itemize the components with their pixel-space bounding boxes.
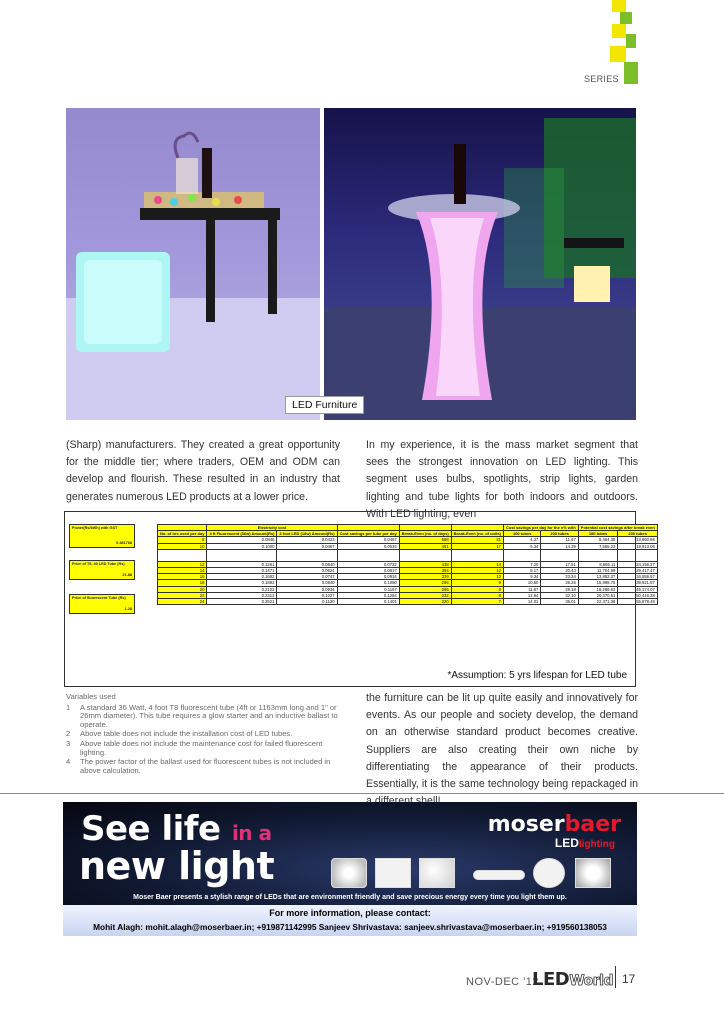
table-cell: 50,416.28: [618, 592, 658, 598]
column-header: 4 foot LED (18w) Amount(Rs): [277, 531, 337, 537]
table-cell: 220: [399, 598, 451, 604]
table-cell: 9: [451, 580, 503, 586]
ad-headline: new light: [79, 844, 275, 888]
ad-contact-details[interactable]: Mohit Alagh: mohit.alagh@moserbaer.in; +919871142995 Sanjeev Shrivastava: sanjeev.shrivastava@moserbaer.in; +919560138053: [93, 922, 607, 932]
column-header: 100 tubes: [504, 531, 541, 537]
photo-led-bar-table: [324, 108, 636, 420]
table-cell: 5.34: [504, 543, 541, 549]
table-cell: 12.84: [504, 592, 541, 598]
table-cell: 0.1167: [337, 586, 399, 592]
table-cell: 11.67: [541, 537, 578, 543]
product-image: [533, 858, 565, 888]
table-cell: 55,878.48: [618, 598, 658, 604]
series-square: [610, 46, 626, 62]
table-cell: 461: [399, 543, 451, 549]
table-cell: 12: [451, 567, 503, 573]
table-cell: 32.10: [541, 592, 578, 598]
table-cell: 13,660.86: [618, 537, 658, 543]
table-cell: 10: [158, 543, 207, 549]
column-header: No. of hrs used per day: [158, 531, 207, 537]
table-cell: 39,921.87: [618, 580, 658, 586]
table-cell: 295: [399, 580, 451, 586]
list-item: 3 Above table does not include the maintenance cost for failed fluorescent lighting.: [66, 738, 323, 757]
cost-savings-table-panel: [64, 511, 655, 687]
table-cell: 0.1120: [277, 598, 337, 604]
table-cell: 26.25: [541, 580, 578, 586]
table-cell: 0.0747: [277, 574, 337, 580]
table-cell: 18,268.63: [578, 586, 618, 592]
table-cell: 11.67: [504, 586, 541, 592]
table-cell: 384: [399, 567, 451, 573]
table-cell: 265: [399, 586, 451, 592]
table-cell: 0.0934: [337, 574, 399, 580]
table-cell: 7: [451, 598, 503, 604]
list-item: 1 A standard 36 Watt, 4 foot T8 fluorescent tube (4ft or 1163mm long and 1" or 26mm diameter). This tube requires a glow starter and an inductive ballast to operate.: [66, 702, 338, 729]
table-cell: 14.39: [541, 543, 578, 549]
table-cell: 5,464.35: [578, 537, 618, 543]
led-tube-price-box: Price of T5, 40 LED Tube (Rs) 21.88: [69, 560, 135, 580]
section-label: SERIES: [584, 74, 619, 84]
product-image: [331, 858, 367, 888]
table-cell: 20: [158, 586, 207, 592]
divider: [615, 966, 616, 988]
table-cell: 14: [158, 567, 207, 573]
table-cell: 35.01: [541, 598, 578, 604]
table-cell: 0.1401: [337, 598, 399, 604]
table-cell: 17: [451, 543, 503, 549]
variables-heading: Variables used: [66, 692, 116, 701]
table-cell: 10.50: [504, 580, 541, 586]
brand-logo: moserbaer: [487, 812, 621, 837]
column-header: Break-Even (no. of days): [399, 531, 451, 537]
column-header: 4 ft Fluorescent (36w) Amount(Rs): [207, 531, 277, 537]
table-cell: 29.18: [541, 586, 578, 592]
table-cell: 12: [158, 561, 207, 567]
list-item: 2 Above table does not include the installation cost of LED tubes.: [66, 729, 293, 739]
table-cell: 22: [158, 592, 207, 598]
table-cell: 11,704.99: [578, 567, 618, 573]
table-cell: 22,371.38: [578, 598, 618, 604]
table-cell: 0.2313: [207, 592, 277, 598]
table-cell: 438: [399, 561, 451, 567]
table-cell: 8,666.11: [578, 561, 618, 567]
table-cell: 45,174.07: [618, 586, 658, 592]
moser-baer-advertisement[interactable]: [63, 802, 637, 936]
column-group-header: Potential cost savings after break even: [578, 525, 657, 531]
table-cell: 0.1261: [207, 561, 277, 567]
series-square: [626, 34, 636, 48]
column-group-header: Cost savings per day for the x% with: [504, 525, 579, 531]
ad-tagline: Moser Baer presents a stylish range of LEDs that are environment friendly and save precious energy every time you light them up.: [133, 894, 567, 901]
table-cell: 18: [158, 580, 207, 586]
table-cell: 8: [451, 592, 503, 598]
ad-more-info: For more information, please contact:: [269, 908, 431, 918]
table-cell: 34,559.67: [618, 574, 658, 580]
column-group-header: Electricity cost: [207, 525, 337, 531]
table-cell: 232: [399, 592, 451, 598]
table-cell: 0.0846: [207, 537, 277, 543]
ad-contact-strip: [63, 905, 637, 936]
table-cell: 0.1000: [207, 543, 277, 549]
column-header: Cost savings per tube per day: [337, 531, 399, 537]
variables-list: [66, 693, 348, 776]
table-cell: 0.0467: [337, 537, 399, 543]
fluorescent-tube-price-box: Price of fluorescent Tube (Rs) 1.28: [69, 594, 135, 614]
table-cell: 14.01: [504, 598, 541, 604]
article-paragraph: In my experience, it is the mass market segment that sees the strongest innovation on LED lighting. This segment uses bulbs, spotlights, strip lights, garden lighting and tube lights for both indoors and outdoors. With LED lighting, even: [366, 439, 638, 520]
series-square: [612, 24, 626, 38]
table-cell: 0.1284: [337, 592, 399, 598]
brand-sublogo: LEDlighting: [554, 836, 615, 850]
product-image: [375, 858, 411, 888]
column-header: 200 tubes: [618, 531, 658, 537]
series-square: [612, 0, 626, 12]
table-cell: 20.43: [541, 567, 578, 573]
column-header: 200 tubes: [541, 531, 578, 537]
table-cell: 0.1471: [207, 567, 277, 573]
table-cell: 0.1027: [277, 592, 337, 598]
table-cell: 0.1682: [207, 574, 277, 580]
product-image: [473, 870, 525, 880]
table-cell: 9.34: [504, 574, 541, 580]
article-paragraph: (Sharp) manufacturers. They created a great opportunity for the middle tier; where traders, OEM and ODM can develop and flourish. These resulted in an industry that generates numerous LED products at a lower price.: [66, 439, 340, 503]
table-cell: 14: [451, 561, 503, 567]
table-cell: 7.20: [504, 561, 541, 567]
table-cell: 0.0624: [277, 567, 337, 573]
table-cell: 0.1050: [337, 580, 399, 586]
photo-led-cube-table: [66, 108, 320, 420]
table-cell: 16: [158, 574, 207, 580]
cost-savings-table: [157, 524, 658, 605]
column-header: 100 tubes: [578, 531, 618, 537]
table-cell: 23.34: [541, 574, 578, 580]
table-cell: 24,156.27: [618, 561, 658, 567]
table-spacer-row: [158, 549, 658, 561]
list-item: 4 The power factor of the ballast used for fluorescent tubes is not included in above calculation.: [66, 757, 331, 775]
table-cell: 13,852.37: [578, 574, 618, 580]
table-cell: 0.1892: [207, 580, 277, 586]
table-cell: 0.0840: [277, 580, 337, 586]
divider: [0, 793, 724, 794]
table-cell: 0.0722: [337, 561, 399, 567]
page-number: 17: [622, 972, 636, 986]
table-cell: 0.0540: [277, 561, 337, 567]
magazine-logo: LEDWorld: [532, 969, 614, 990]
table-cell: 0.0467: [277, 543, 337, 549]
series-square: [620, 12, 632, 24]
table-row: [158, 598, 658, 604]
table-cell: 0.2521: [207, 598, 277, 604]
power-tariff-box: Power(Rs/kWh) with GST 0.381768: [69, 524, 135, 548]
assumption-note: *Assumption: 5 yrs lifespan for LED tube: [447, 670, 627, 681]
table-cell: 8: [158, 537, 207, 543]
product-image: [575, 858, 611, 888]
table-cell: 0.0423: [277, 537, 337, 543]
table-cell: 24: [158, 598, 207, 604]
table-cell: 7,565.23: [578, 543, 618, 549]
figure-caption: LED Furniture: [285, 396, 364, 414]
table-cell: 18,913.06: [618, 543, 658, 549]
table-cell: 8: [451, 586, 503, 592]
table-cell: 20,370.51: [578, 592, 618, 598]
table-cell: 21: [451, 537, 503, 543]
table-cell: 0.0534: [337, 543, 399, 549]
table-cell: 0.2102: [207, 586, 277, 592]
table-cell: 0.0934: [277, 586, 337, 592]
column-header: Break-Even (no. of units): [451, 531, 503, 537]
article-paragraph: the furniture can be lit up quite easily and innovatively for events. As our people and society develop, the demand on an otherwise standard product becomes creative. Suppliers are also creating their own niche by differentiating the appearance of their products. Essentially, it is the same technology being repackaged in: [366, 692, 638, 791]
table-cell: 588: [399, 537, 451, 543]
table-cell: 8.17: [504, 567, 541, 573]
product-image: [419, 858, 455, 888]
table-cell: 29,417.47: [618, 567, 658, 573]
table-cell: 0.0817: [337, 567, 399, 573]
series-square: [624, 62, 638, 84]
ad-headline: See life in a: [81, 809, 272, 849]
table-cell: 15,998.75: [578, 580, 618, 586]
table-cell: 17.51: [541, 561, 578, 567]
table-cell: 10: [451, 574, 503, 580]
issue-date: NOV-DEC '12: [466, 976, 540, 988]
table-cell: 339: [399, 574, 451, 580]
table-cell: 4.37: [504, 537, 541, 543]
